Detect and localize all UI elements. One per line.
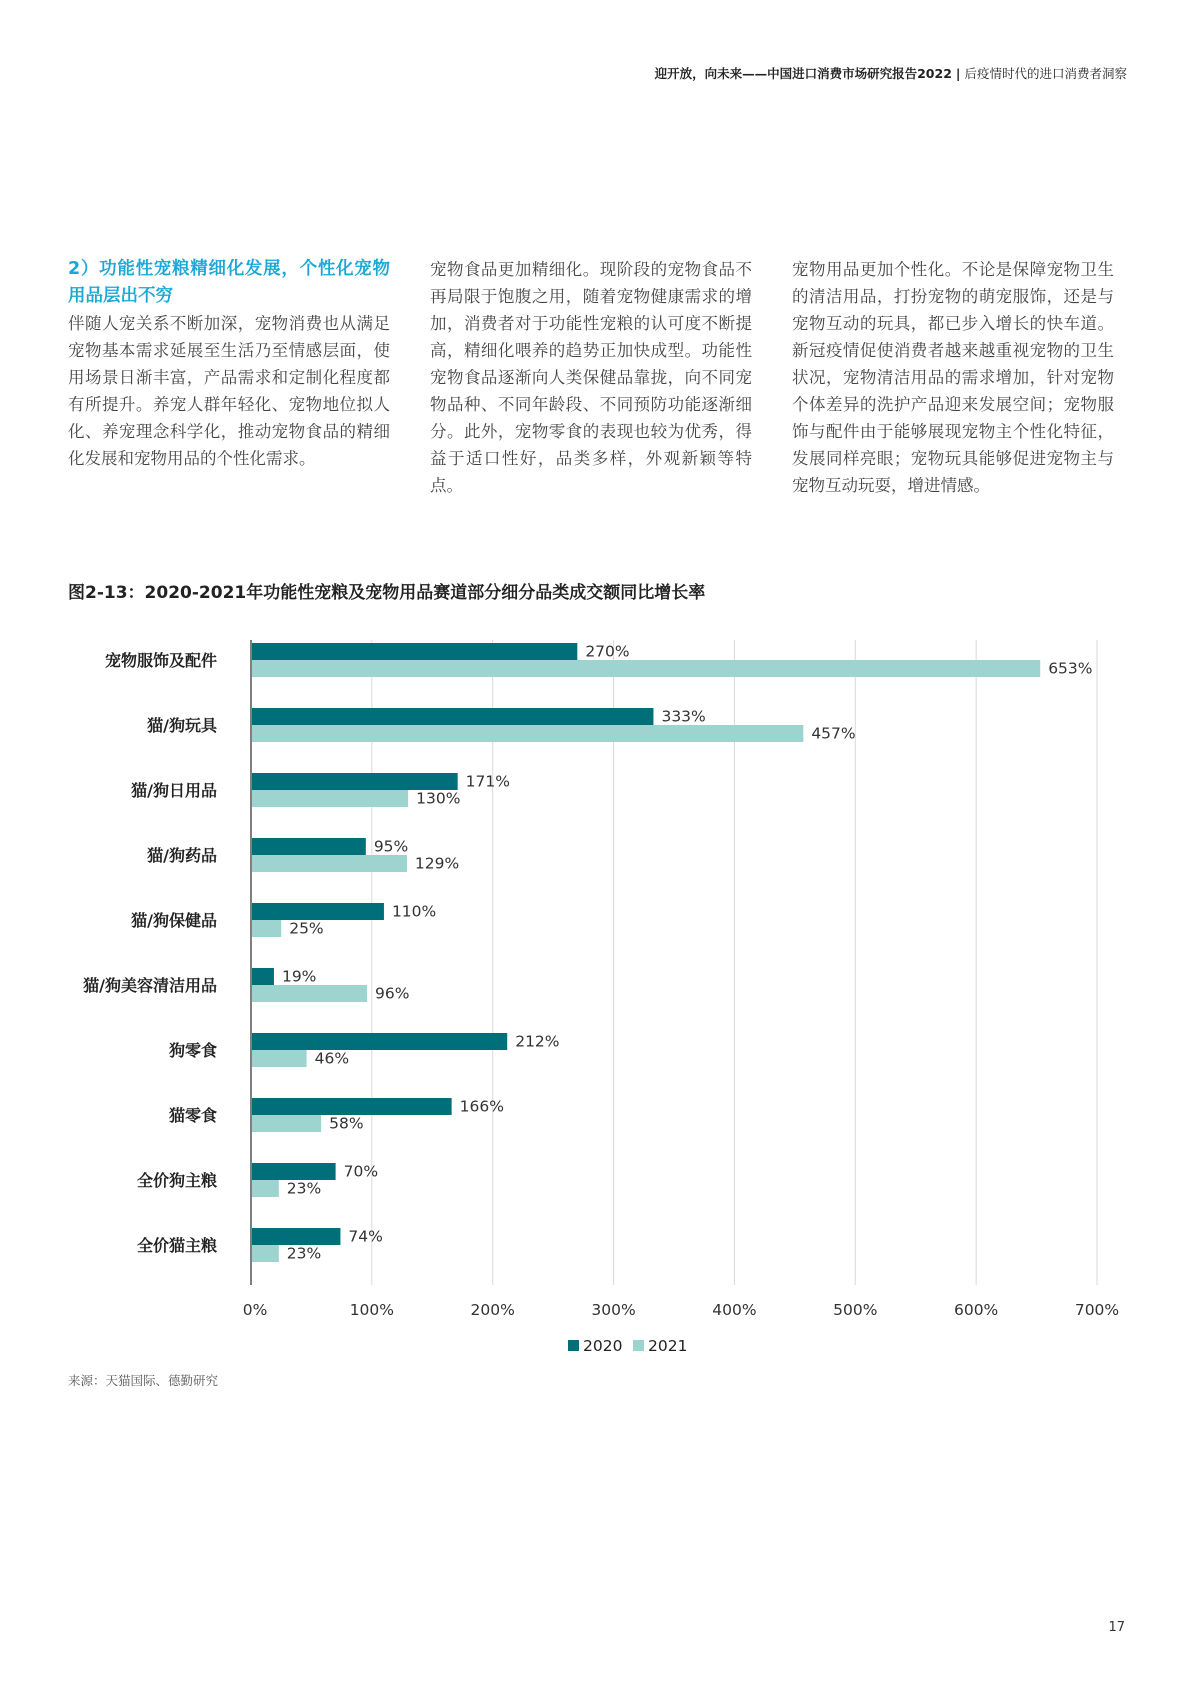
category-label: 猫零食: [168, 1106, 217, 1125]
legend-swatch: [568, 1340, 579, 1351]
x-tick-label: 0%: [242, 1301, 268, 1319]
data-label: 23%: [286, 1179, 322, 1198]
bar-2020: [252, 968, 274, 985]
data-label: 129%: [414, 854, 460, 873]
text-column-3: [792, 256, 1114, 499]
bar-2021: [252, 985, 367, 1002]
category-label: 猫/狗药品: [147, 846, 217, 865]
report-title: 迎开放，向未来——中国进口消费市场研究报告2022: [654, 66, 952, 81]
data-label: 333%: [661, 707, 706, 726]
page-header: [655, 64, 1127, 82]
x-tick-label: 700%: [1074, 1301, 1120, 1319]
text-column-1: [68, 256, 390, 472]
legend-label: 2020: [583, 1337, 623, 1355]
data-label: 19%: [281, 967, 317, 986]
bar-2020: [252, 708, 653, 725]
data-label: 212%: [515, 1032, 560, 1051]
paragraph-2: 宠物食品更加精细化。现阶段的宠物食品不再局限于饱腹之用，随着宠物健康需求的增加，消费者对于功能性宠粮的认可度不断提高，精细化喂养的趋势正加快成型。功能性宠物食品逐渐向人类保健品靠拢，向不同宠物品种、不同年龄段、不同预防功能逐渐细分。此外，宠物零食的表现也较为优秀，得益于适口性好，品类多样，外观新颖等特点。: [430, 260, 752, 495]
data-label: 58%: [329, 1114, 364, 1133]
data-label: 171%: [465, 772, 510, 791]
data-label: 110%: [391, 902, 437, 921]
data-label: 25%: [289, 919, 324, 938]
category-label: 猫/狗美容清洁用品: [83, 976, 217, 995]
category-label: 全价狗主粮: [136, 1171, 217, 1190]
x-tick-label: 200%: [470, 1301, 515, 1319]
data-label: 23%: [286, 1244, 322, 1263]
x-tick-label: 100%: [349, 1301, 395, 1319]
legend-swatch: [633, 1340, 644, 1351]
paragraph-3: 宠物用品更加个性化。不论是保障宠物卫生的清洁用品，打扮宠物的萌宠服饰，还是与宠物互动的玩具，都已步入增长的快车道。新冠疫情促使消费者越来越重视宠物的卫生状况，宠物清洁用品的需求增加，针对宠物个体差异的洗护产品迎来发展空间；宠物服饰与配件由于能够展现宠物主个性化特征，发展同样亮眼；宠物玩具能够促进宠物主与宠物互动玩耍，增进情感。: [792, 260, 1114, 495]
bar-2020: [252, 773, 458, 790]
bar-2021: [252, 1050, 307, 1067]
data-label: 96%: [375, 984, 410, 1003]
category-label: 全价猫主粮: [136, 1236, 217, 1255]
bar-2020: [252, 1163, 336, 1180]
x-tick-label: 600%: [953, 1301, 999, 1319]
bar-2021: [252, 1115, 321, 1132]
x-tick-label: 400%: [712, 1301, 757, 1319]
bar-2021: [252, 725, 803, 742]
data-label: 457%: [811, 724, 856, 743]
bar-2020: [252, 838, 366, 855]
data-label: 74%: [348, 1227, 383, 1246]
bar-2020: [252, 643, 577, 660]
bar-2020: [252, 1033, 507, 1050]
data-label: 46%: [314, 1049, 350, 1068]
bar-2020: [252, 903, 384, 920]
category-label: 猫/狗保健品: [131, 911, 217, 930]
category-label: 猫/狗玩具: [147, 716, 217, 735]
bar-2021: [252, 920, 281, 937]
header-divider: |: [955, 66, 961, 81]
text-column-2: [430, 256, 752, 499]
data-label: 130%: [416, 789, 461, 808]
bar-2020: [252, 1228, 340, 1245]
section-heading: 2）功能性宠粮精细化发展，个性化宠物用品层出不穷: [68, 259, 390, 306]
x-tick-label: 300%: [591, 1301, 636, 1319]
paragraph-1: 伴随人宠关系不断加深，宠物消费也从满足宠物基本需求延展至生活乃至情感层面，使用场景日渐丰富，产品需求和定制化程度都有所提升。养宠人群年轻化、宠物地位拟人化、养宠理念科学化，推动宠物食品的精细化发展和宠物用品的个性化需求。: [68, 314, 390, 468]
category-label: 猫/狗日用品: [131, 781, 217, 800]
section-title: 后疫情时代的进口消费者洞察: [964, 66, 1127, 81]
data-label: 653%: [1048, 659, 1093, 678]
legend-label: 2021: [648, 1337, 688, 1355]
bar-2021: [252, 1245, 279, 1262]
x-tick-label: 500%: [833, 1301, 878, 1319]
growth-rate-bar-chart: [0, 620, 1191, 1360]
data-label: 70%: [343, 1162, 379, 1181]
data-label: 270%: [585, 642, 630, 661]
data-label: 166%: [459, 1097, 504, 1116]
bar-2021: [252, 790, 408, 807]
bar-2020: [252, 1098, 452, 1115]
bar-2021: [252, 660, 1040, 677]
source-note: 来源：天猫国际、德勤研究: [68, 1373, 219, 1388]
page-number: 17: [1108, 1620, 1125, 1635]
category-label: 狗零食: [168, 1041, 217, 1060]
category-label: 宠物服饰及配件: [104, 651, 217, 670]
data-label: 95%: [373, 837, 409, 856]
figure-title: 图2-13：2020-2021年功能性宠粮及宠物用品赛道部分细分品类成交额同比增长率: [68, 583, 706, 603]
bar-2021: [252, 1180, 279, 1197]
bar-2021: [252, 855, 407, 872]
